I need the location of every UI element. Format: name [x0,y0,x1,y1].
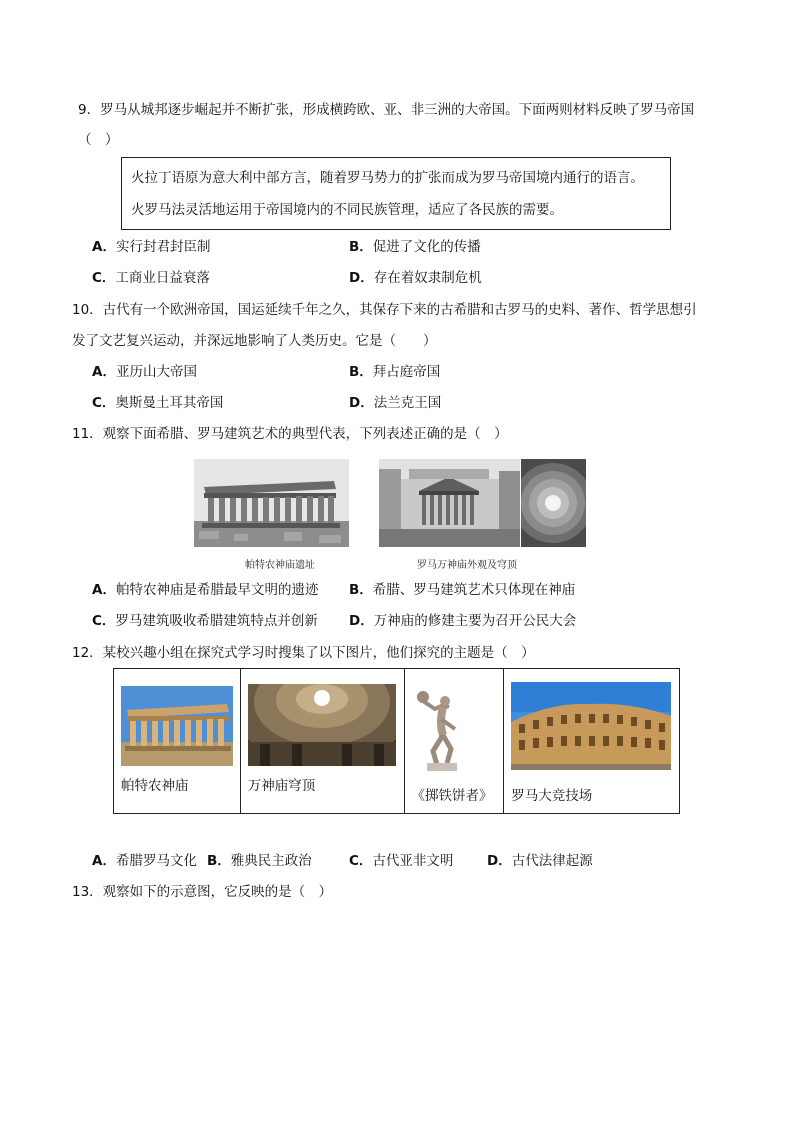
option-text: 奥斯曼土耳其帝国 [115,395,224,411]
q12-option-a[interactable] [92,851,197,871]
q12-stem: 12．某校兴趣小组在探究式学习时搜集了以下图片，他们探究的主题是（ ） [72,645,535,661]
option-text: 拜占庭帝国 [372,364,441,380]
option-text: 存在着奴隶制危机 [373,270,482,286]
option-text: 希腊罗马文化 [115,853,197,869]
q11-option-b[interactable] [349,580,575,600]
q12-image-table [113,668,680,814]
q10-stem-line2: 发了文艺复兴运动，并深远地影响了人类历史。它是（ ） [72,333,437,349]
option-letter: B． [349,364,373,380]
option-text: 亚历山大帝国 [115,364,197,380]
option-letter: D． [349,613,374,629]
q12-option-c[interactable] [349,851,453,871]
option-letter: C． [92,613,116,629]
q9-material-box [121,157,671,230]
q10-option-a[interactable] [92,362,197,382]
option-text: 古代亚非文明 [372,853,454,869]
q12-caption-parthenon: 帕特农神庙 [121,778,189,794]
q10-option-b[interactable] [349,362,440,382]
option-letter: A． [92,239,116,255]
q12-option-b[interactable] [207,851,312,871]
option-text: 雅典民主政治 [230,853,312,869]
q10-option-c[interactable] [92,393,223,413]
q9-option-a[interactable] [92,237,210,257]
q11-stem: 11．观察下面希腊、罗马建筑艺术的典型代表，下列表述正确的是（ ） [72,426,508,442]
q12-caption-colosseum: 罗马大竞技场 [511,788,593,804]
q9-option-b[interactable] [349,237,481,257]
option-text: 实行封君封臣制 [115,239,211,255]
q9-option-c[interactable] [92,268,210,288]
option-letter: B． [207,853,231,869]
parthenon-caption: 帕特农神庙遗址 [245,560,315,571]
q9-option-d[interactable] [349,268,482,288]
q12-caption-discobolus: 《掷铁饼者》 [411,788,493,804]
option-text: 万神庙的修建主要为召开公民大会 [373,613,577,629]
q10-option-d[interactable] [349,393,441,413]
q9-stem-line1: 9．罗马从城邦逐步崛起并不断扩张，形成横跨欧、亚、非三洲的大帝国。下面两则材料反映了罗马帝国 [78,102,695,118]
q11-option-d[interactable] [349,611,576,631]
pantheon-exterior-photo [379,459,520,547]
option-text: 古代法律起源 [511,853,593,869]
option-text: 希腊、罗马建筑艺术只体现在神庙 [372,582,576,598]
q12-cell-discobolus [405,669,504,814]
q12-cell-colosseum [504,669,680,814]
option-letter: A． [92,853,116,869]
q9-material-line1: 火拉丁语原为意大利中部方言，随着罗马势力的扩张而成为罗马帝国境内通行的语言。 [131,170,644,186]
option-letter: D． [349,395,374,411]
option-letter: D． [349,270,374,286]
option-text: 促进了文化的传播 [372,239,481,255]
option-text: 罗马建筑吸收希腊建筑特点并创新 [115,613,318,629]
option-letter: A． [92,364,116,380]
option-letter: C． [92,395,116,411]
pantheon-dome-photo [521,459,586,547]
q9-stem-line2: （ ） [78,132,119,148]
option-text: 工商业日益衰落 [115,270,210,286]
colosseum-photo [511,682,671,770]
parthenon-ruins-photo [194,459,349,547]
option-letter: C． [349,853,373,869]
discobolus-photo [413,679,465,773]
q9-material-line2: 火罗马法灵活地运用于帝国境内的不同民族管理，适应了各民族的需要。 [131,202,563,218]
pantheon-caption: 罗马万神庙外观及穹顶 [417,560,517,571]
q11-option-c[interactable] [92,611,318,631]
pantheon-dome-color-photo [248,684,396,766]
option-letter: B． [349,239,373,255]
option-letter: D． [487,853,512,869]
option-letter: B． [349,582,373,598]
option-text: 法兰克王国 [373,395,442,411]
q13-stem: 13．观察如下的示意图，它反映的是（ ） [72,884,333,900]
option-letter: C． [92,270,116,286]
q12-cell-parthenon [114,669,241,814]
option-letter: A． [92,582,116,598]
parthenon-photo [121,686,233,766]
q12-option-d[interactable] [487,851,593,871]
q11-option-a[interactable] [92,580,318,600]
option-text: 帕特农神庙是希腊最早文明的遗迹 [115,582,319,598]
q12-cell-pantheon [240,669,405,814]
q12-caption-pantheon: 万神庙穹顶 [247,778,316,794]
q10-stem-line1: 10．古代有一个欧洲帝国，国运延续千年之久，其保存下来的古希腊和古罗马的史料、著作、哲学思想引 [72,302,697,318]
